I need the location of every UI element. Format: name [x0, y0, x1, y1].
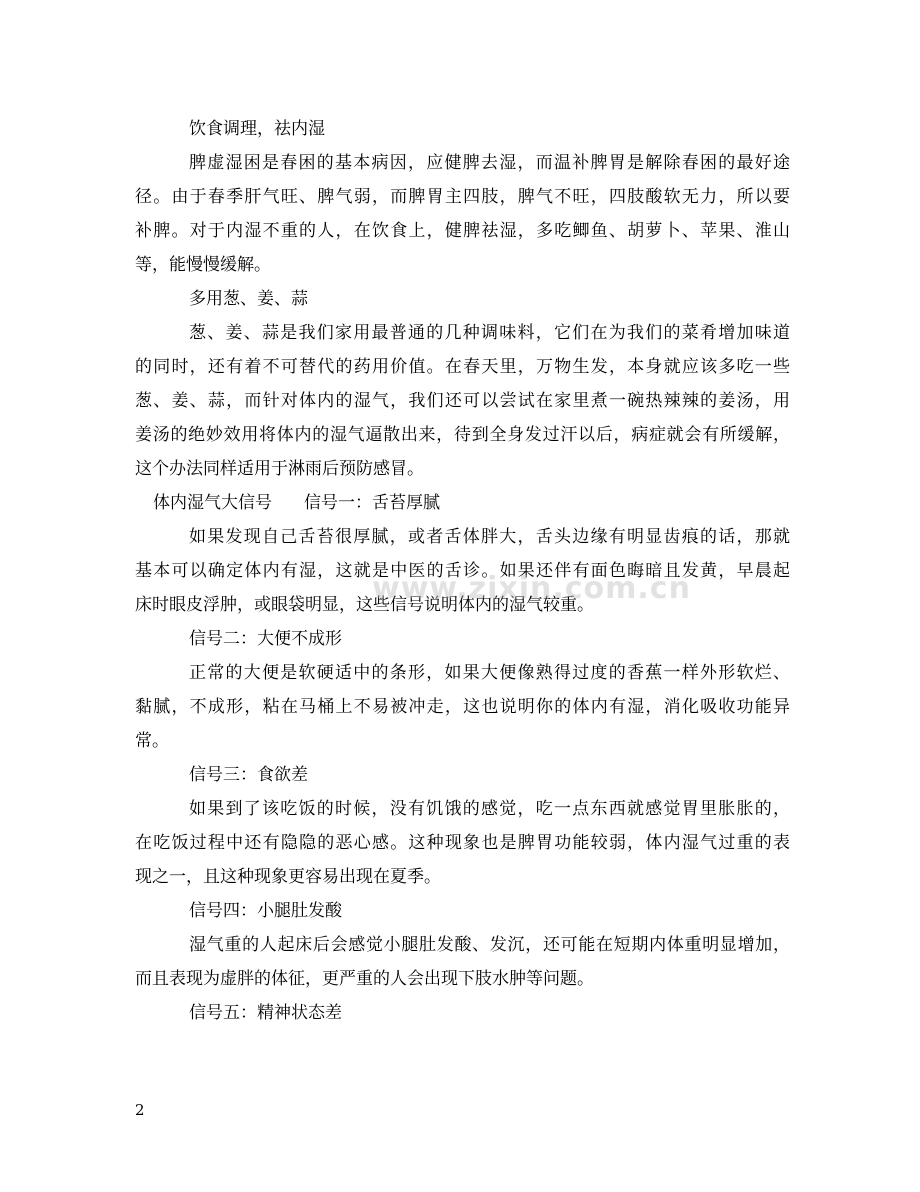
section-heading-condiments: 多用葱、姜、蒜: [189, 289, 308, 309]
paragraph-line: 基本可以确定体内有湿，这就是中医的舌诊。如果还伴有面色晦暗且发黄，早晨起: [135, 561, 790, 581]
signal-heading-five: 信号五：精神状态差: [189, 1003, 342, 1023]
paragraph-line: 脾虚湿困是春困的基本病因，应健脾去湿，而温补脾胃是解除春困的最好途: [189, 153, 790, 173]
paragraph-line: 如果到了该吃饭的时候，没有饥饿的感觉，吃一点东西就感觉胃里胀胀的，: [189, 799, 790, 819]
signal-heading-row: [135, 486, 790, 520]
paragraph-line: 在吃饭过程中还有隐隐的恶心感。这种现象也是脾胃功能较弱，体内湿气过重的表: [135, 833, 790, 853]
paragraph-line: 湿气重的人起床后会感觉小腿肚发酸、发沉，还可能在短期内体重明显增加，: [189, 935, 790, 955]
paragraph-line: 如果发现自己舌苔很厚腻，或者舌体胖大，舌头边缘有明显齿痕的话，那就: [189, 527, 790, 547]
watermark: www.zixin.com.cn: [372, 571, 691, 606]
paragraph-line: 黏腻，不成形，粘在马桶上不易被冲走，这也说明你的体内有湿，消化吸收功能异: [135, 697, 790, 717]
page-number: 2: [135, 1101, 145, 1119]
paragraph-line: 葱、姜、蒜，而针对体内的湿气，我们还可以尝试在家里煮一碗热辣辣的姜汤，用: [135, 391, 790, 411]
paragraph-line: 这个办法同样适用于淋雨后预防感冒。: [135, 459, 424, 479]
paragraph-line: 径。由于春季肝气旺、脾气弱，而脾胃主四肢，脾气不旺，四肢酸软无力，所以要: [135, 187, 790, 207]
paragraph-line: 而且表现为虚胖的体征，更严重的人会出现下肢水肿等问题。: [135, 969, 594, 989]
signal-heading-two: 信号二：大便不成形: [189, 629, 342, 649]
section-heading-signals: 体内湿气大信号: [153, 493, 272, 513]
paragraph-line: 现之一，且这种现象更容易出现在夏季。: [135, 867, 441, 887]
paragraph-line: 补脾。对于内湿不重的人，在饮食上，健脾祛湿，多吃鲫鱼、胡萝卜、苹果、淮山: [135, 221, 790, 241]
paragraph-line: 常。: [135, 731, 169, 751]
signal-heading-three: 信号三：食欲差: [189, 765, 308, 785]
signal-heading-four: 信号四：小腿肚发酸: [189, 901, 342, 921]
section-heading-diet: 饮食调理，祛内湿: [189, 119, 325, 139]
paragraph-line: 的同时，还有着不可替代的药用价值。在春天里，万物生发，本身就应该多吃一些: [135, 357, 790, 377]
paragraph-line: 等，能慢慢缓解。: [135, 255, 271, 275]
paragraph-line: 正常的大便是软硬适中的条形，如果大便像熟得过度的香蕉一样外形软烂、: [189, 663, 790, 683]
signal-heading-one: 信号一：舌苔厚腻: [304, 493, 440, 513]
paragraph-line: 床时眼皮浮肿，或眼袋明显，这些信号说明体内的湿气较重。: [135, 595, 594, 615]
paragraph-line: 姜汤的绝妙效用将体内的湿气逼散出来，待到全身发过汗以后，病症就会有所缓解，: [135, 425, 790, 445]
paragraph-line: 葱、姜、蒜是我们家用最普通的几种调味料，它们在为我们的菜肴增加味道: [189, 323, 790, 343]
